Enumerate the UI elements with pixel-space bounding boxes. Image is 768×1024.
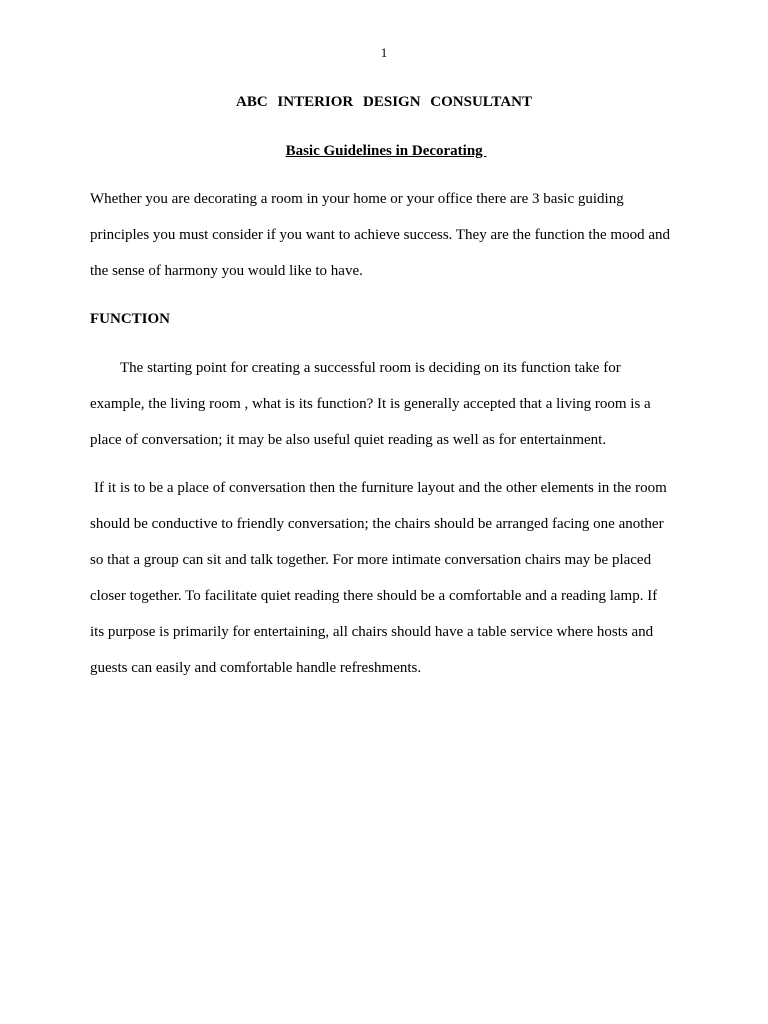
page-number: 1	[380, 45, 388, 60]
section-heading-function: FUNCTION	[90, 311, 171, 327]
paragraph-line: its purpose is primarily for entertaining, all chairs should have a table service where hosts and	[90, 624, 654, 640]
intro-line: the sense of harmony you would like to have.	[90, 263, 363, 279]
paragraph-line: example, the living room , what is its function? It is generally accepted that a living room is a	[90, 396, 651, 412]
document-subtitle: Basic Guidelines in Decorating	[285, 143, 487, 159]
intro-line: Whether you are decorating a room in your home or your office there are 3 basic guiding	[90, 191, 624, 207]
paragraph-line: closer together. To facilitate quiet reading there should be a comfortable and a reading lamp. If	[90, 588, 658, 604]
function-paragraph-1	[90, 350, 690, 458]
intro-paragraph	[90, 181, 690, 289]
paragraph-line: If it is to be a place of conversation then the furniture layout and the other elements in the room	[94, 480, 667, 496]
company-title: ABC INTERIOR DESIGN CONSULTANT	[236, 94, 532, 110]
paragraph-line: The starting point for creating a successful room is deciding on its function take for	[120, 360, 621, 376]
paragraph-line: so that a group can sit and talk together. For more intimate conversation chairs may be placed	[90, 552, 652, 568]
paragraph-line: place of conversation; it may be also useful quiet reading as well as for entertainment.	[90, 432, 607, 448]
paragraph-line: guests can easily and comfortable handle refreshments.	[90, 660, 422, 676]
intro-line: principles you must consider if you want to achieve success. They are the function the mood and	[90, 227, 670, 243]
function-paragraph-2	[90, 470, 690, 686]
paragraph-line: should be conductive to friendly conversation; the chairs should be arranged facing one another	[90, 516, 664, 532]
